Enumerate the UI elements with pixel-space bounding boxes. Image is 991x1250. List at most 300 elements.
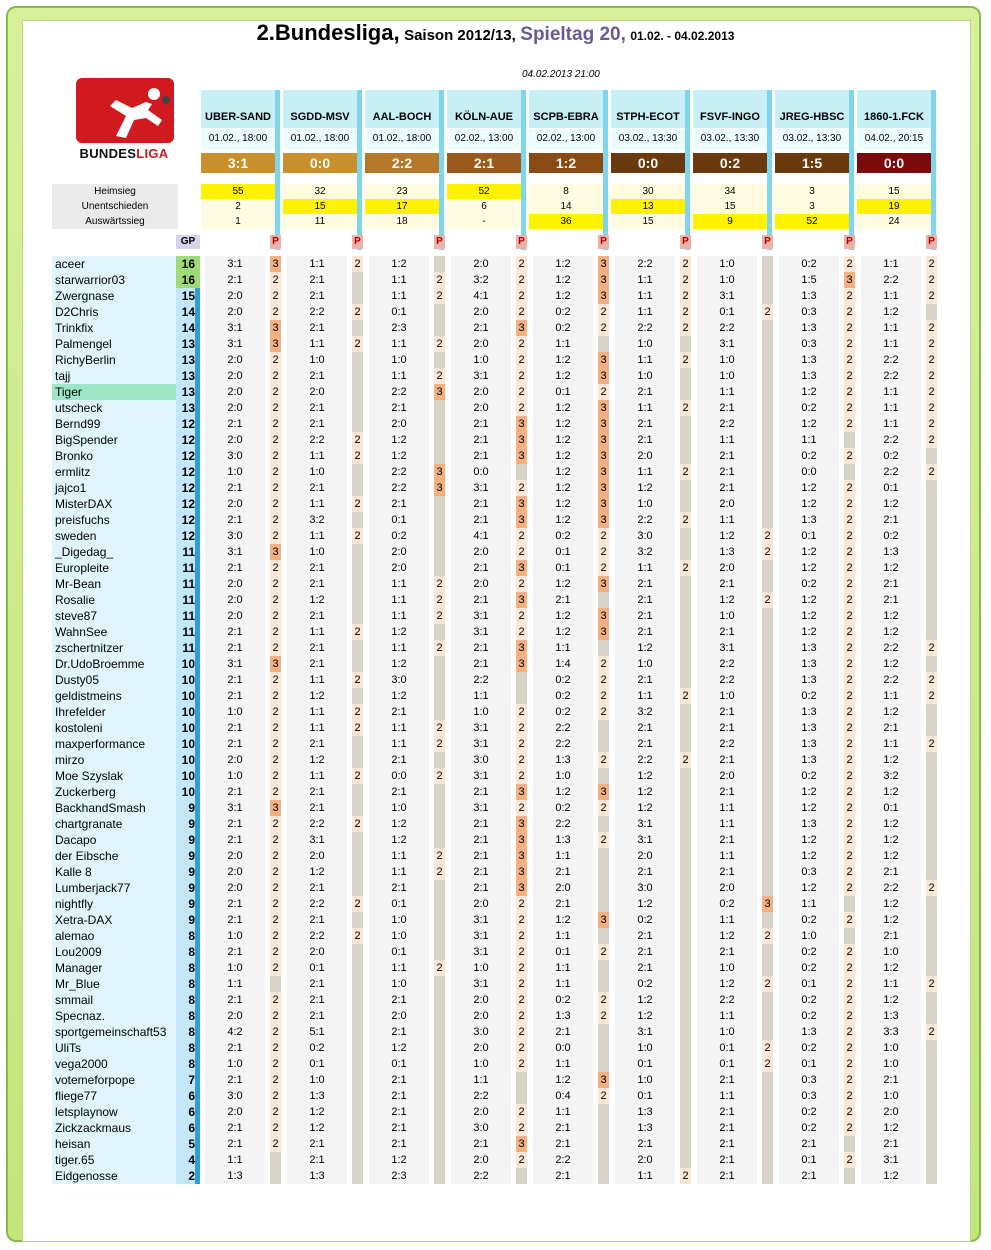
tip-cell: 1:2 [369, 688, 429, 704]
tip-cell: 1:2 [533, 288, 593, 304]
tip-points [762, 768, 773, 784]
tip-points [762, 1168, 773, 1184]
tip-points [926, 848, 937, 864]
tip-cell: 2:1 [615, 720, 675, 736]
tip-points [762, 1024, 773, 1040]
tip-cell: 0:2 [533, 688, 593, 704]
tip-cell: 1:5 [779, 272, 839, 288]
table-row [52, 784, 942, 800]
tip-cell: 0:2 [779, 576, 839, 592]
tip-points [434, 1088, 445, 1104]
tip-cell: 1:0 [369, 352, 429, 368]
odds-value: 30 [611, 184, 685, 199]
tip-points [762, 512, 773, 528]
tip-points [434, 1152, 445, 1168]
player-points: 12 [181, 529, 195, 543]
tip-cell: 1:1 [861, 736, 921, 752]
tip-cell: 2:1 [697, 704, 757, 720]
tip-points [352, 1040, 363, 1056]
tip-cell: 2:0 [369, 416, 429, 432]
table-row [52, 832, 942, 848]
tip-cell: 2:1 [861, 720, 921, 736]
tip-points: 2 [434, 736, 445, 752]
tip-cell: 0:2 [779, 768, 839, 784]
tip-cell: 0:2 [369, 528, 429, 544]
tip-cell: 2:0 [205, 352, 265, 368]
tip-cell: 3:3 [861, 1024, 921, 1040]
tip-cell: 2:2 [369, 464, 429, 480]
tip-cell: 2:1 [287, 880, 347, 896]
tip-points: 2 [352, 448, 363, 464]
tip-points [926, 864, 937, 880]
tip-points: 3 [516, 592, 527, 608]
tip-cell: 2:1 [451, 320, 511, 336]
tip-cell: 2:0 [451, 1008, 511, 1024]
match-score: 3:1 [201, 153, 275, 173]
tip-cell: 0:1 [615, 1088, 675, 1104]
tip-cell: 1:3 [861, 1008, 921, 1024]
tip-points [516, 672, 527, 688]
tip-points: 2 [844, 288, 855, 304]
tip-points [680, 960, 691, 976]
table-row [52, 320, 942, 336]
tip-points: 2 [434, 608, 445, 624]
tip-cell: 1:2 [861, 608, 921, 624]
tip-points [926, 912, 937, 928]
tip-cell: 1:2 [861, 560, 921, 576]
match-score: 0:0 [283, 153, 357, 173]
tip-cell: 2:1 [205, 480, 265, 496]
table-row [52, 736, 942, 752]
tip-points [926, 304, 937, 320]
table-row [52, 464, 942, 480]
tip-cell: 1:2 [861, 496, 921, 512]
tip-cell: 1:0 [697, 368, 757, 384]
tip-cell: 3:0 [205, 448, 265, 464]
tip-cell: 3:2 [451, 272, 511, 288]
tip-cell: 1:1 [369, 576, 429, 592]
tip-cell: 3:2 [861, 768, 921, 784]
tip-cell: 1:1 [369, 848, 429, 864]
tip-cell: 2:1 [697, 464, 757, 480]
tip-points [680, 992, 691, 1008]
tip-cell: 2:2 [451, 1168, 511, 1184]
match-score: 2:1 [447, 153, 521, 173]
tip-points: 2 [844, 448, 855, 464]
tip-cell: 2:0 [205, 400, 265, 416]
player-name: tajj [52, 368, 176, 384]
tip-points [762, 256, 773, 272]
tip-points [762, 320, 773, 336]
tip-cell: 2:1 [615, 432, 675, 448]
player-name: smmail [52, 992, 176, 1008]
tip-points: 2 [598, 992, 609, 1008]
tip-points: 2 [270, 592, 281, 608]
player-points: 9 [188, 849, 195, 863]
tip-points [352, 560, 363, 576]
tip-cell: 2:0 [205, 1008, 265, 1024]
tip-points: 2 [270, 400, 281, 416]
tip-cell: 1:0 [615, 1040, 675, 1056]
tip-cell: 3:1 [451, 368, 511, 384]
player-points: 9 [188, 881, 195, 895]
tip-cell: 0:2 [615, 976, 675, 992]
tip-points [844, 1136, 855, 1152]
tip-points [680, 704, 691, 720]
tip-points: 2 [516, 960, 527, 976]
player-points: 10 [181, 753, 195, 767]
points-header-8: P [844, 235, 855, 249]
player-name: geldistmeins [52, 688, 176, 704]
match-name: SGDD-MSV [283, 90, 357, 128]
tip-points: 2 [352, 928, 363, 944]
tip-cell: 2:1 [861, 592, 921, 608]
tip-points [762, 992, 773, 1008]
tip-points [844, 432, 855, 448]
tip-points [434, 704, 445, 720]
tip-cell: 1:0 [205, 768, 265, 784]
tip-points [762, 496, 773, 512]
tip-cell: 2:1 [533, 1024, 593, 1040]
tip-points [352, 960, 363, 976]
tip-cell: 0:1 [779, 976, 839, 992]
tip-cell: 2:0 [451, 304, 511, 320]
tip-cell: 2:1 [369, 400, 429, 416]
tip-points [926, 960, 937, 976]
tip-cell: 2:2 [451, 1088, 511, 1104]
player-name: Specnaz. [52, 1008, 176, 1024]
table-row [52, 512, 942, 528]
table-row [52, 352, 942, 368]
tip-points [598, 976, 609, 992]
tip-cell: 1:1 [861, 336, 921, 352]
tip-points [926, 592, 937, 608]
tip-cell: 2:1 [205, 672, 265, 688]
tip-points [516, 1072, 527, 1088]
tip-cell: 2:2 [861, 672, 921, 688]
tip-points: 2 [680, 256, 691, 272]
player-points: 12 [181, 465, 195, 479]
tip-points [762, 720, 773, 736]
tip-cell: 3:2 [615, 544, 675, 560]
player-points: 9 [188, 913, 195, 927]
tip-cell: 2:2 [697, 736, 757, 752]
tip-cell: 1:1 [615, 272, 675, 288]
tip-points [762, 688, 773, 704]
player-name: Europleite [52, 560, 176, 576]
table-row [52, 432, 942, 448]
tip-points [352, 352, 363, 368]
tip-points: 3 [598, 576, 609, 592]
table-row [52, 912, 942, 928]
tip-points [680, 608, 691, 624]
tip-cell: 1:2 [779, 624, 839, 640]
match-header-9 [857, 90, 931, 173]
tip-points: 2 [352, 304, 363, 320]
match-side-bar [931, 90, 936, 250]
match-header-8 [775, 90, 849, 173]
tip-cell: 2:1 [697, 784, 757, 800]
tip-points [762, 912, 773, 928]
points-header-5: P [598, 235, 609, 249]
tip-points [598, 880, 609, 896]
match-side-bar [767, 90, 772, 250]
tip-points: 2 [844, 560, 855, 576]
player-points: 9 [188, 833, 195, 847]
tip-cell: 2:1 [287, 992, 347, 1008]
tip-points: 2 [516, 272, 527, 288]
tip-cell: 2:1 [615, 384, 675, 400]
tip-cell: 2:1 [287, 400, 347, 416]
tip-points [844, 1168, 855, 1184]
tip-points [680, 528, 691, 544]
player-name: utscheck [52, 400, 176, 416]
tip-points [680, 368, 691, 384]
tip-points [680, 1040, 691, 1056]
tip-cell: 1:3 [779, 672, 839, 688]
tip-cell: 2:1 [287, 272, 347, 288]
tip-points [598, 1104, 609, 1120]
odds-value: - [447, 214, 521, 229]
tip-points: 2 [270, 1120, 281, 1136]
tip-points [926, 528, 937, 544]
tip-points [680, 1088, 691, 1104]
tip-cell: 1:0 [861, 1040, 921, 1056]
tip-cell: 2:2 [697, 656, 757, 672]
points-header-1: P [270, 235, 281, 249]
tip-cell: 1:2 [779, 832, 839, 848]
player-points: 10 [181, 785, 195, 799]
tip-cell: 3:1 [287, 832, 347, 848]
tip-points [352, 384, 363, 400]
tip-points [434, 1136, 445, 1152]
tip-points [598, 1152, 609, 1168]
table-row [52, 528, 942, 544]
tip-cell: 3:1 [451, 768, 511, 784]
tip-cell: 2:1 [861, 1136, 921, 1152]
table-row [52, 368, 942, 384]
tip-cell: 2:1 [861, 1072, 921, 1088]
tip-cell: 2:1 [861, 576, 921, 592]
tip-cell: 2:3 [369, 320, 429, 336]
tip-cell: 0:1 [533, 944, 593, 960]
tip-points: 2 [270, 576, 281, 592]
tip-points [680, 880, 691, 896]
tip-points: 2 [844, 880, 855, 896]
tip-cell: 2:0 [205, 288, 265, 304]
tip-points: 2 [516, 800, 527, 816]
player-name: Lou2009 [52, 944, 176, 960]
tip-points [762, 480, 773, 496]
tip-points [926, 608, 937, 624]
tip-cell: 3:1 [205, 544, 265, 560]
tip-points: 3 [516, 560, 527, 576]
tip-points [762, 1136, 773, 1152]
tip-points [434, 432, 445, 448]
tip-points: 2 [926, 256, 937, 272]
table-row [52, 640, 942, 656]
tip-cell: 1:1 [861, 288, 921, 304]
tip-points: 2 [598, 656, 609, 672]
tip-points: 3 [598, 480, 609, 496]
tip-cell: 2:1 [451, 880, 511, 896]
player-name: D2Chris [52, 304, 176, 320]
tip-points [762, 672, 773, 688]
tip-points: 2 [598, 800, 609, 816]
tip-points [926, 1088, 937, 1104]
tip-cell: 1:1 [697, 912, 757, 928]
tip-cell: 2:1 [205, 640, 265, 656]
tip-cell: 0:0 [451, 464, 511, 480]
odds-value: 6 [447, 199, 521, 214]
tip-points: 2 [270, 480, 281, 496]
tip-points: 2 [844, 864, 855, 880]
tip-cell: 2:2 [697, 416, 757, 432]
tip-cell: 1:1 [697, 384, 757, 400]
tip-points [434, 416, 445, 432]
tip-points [680, 1072, 691, 1088]
tip-cell: 2:1 [205, 1120, 265, 1136]
player-points: 11 [182, 545, 195, 559]
tip-points [434, 832, 445, 848]
tip-cell: 2:1 [615, 624, 675, 640]
player-points: 10 [181, 721, 195, 735]
tip-points [434, 880, 445, 896]
tip-points: 2 [516, 768, 527, 784]
tip-points [352, 912, 363, 928]
tip-points: 2 [270, 736, 281, 752]
tip-cell: 2:1 [697, 720, 757, 736]
tip-cell: 1:0 [615, 336, 675, 352]
tip-cell: 3:1 [451, 736, 511, 752]
tip-cell: 2:1 [287, 368, 347, 384]
player-points: 11 [182, 577, 195, 591]
page-title [0, 20, 991, 46]
tip-points [352, 1088, 363, 1104]
tip-points: 2 [516, 1056, 527, 1072]
odds-value: 34 [693, 184, 767, 199]
player-name: heisan [52, 1136, 176, 1152]
tip-points: 3 [598, 352, 609, 368]
tip-cell: 2:1 [287, 288, 347, 304]
tip-cell: 1:3 [779, 368, 839, 384]
tip-cell: 2:1 [205, 816, 265, 832]
tip-cell: 1:2 [615, 992, 675, 1008]
tip-cell: 2:1 [369, 1072, 429, 1088]
tip-points [762, 448, 773, 464]
tip-points: 2 [270, 928, 281, 944]
tip-cell: 2:1 [205, 992, 265, 1008]
tip-points: 2 [598, 320, 609, 336]
tip-cell: 1:1 [287, 720, 347, 736]
tip-points [762, 1072, 773, 1088]
match-name: AAL-BOCH [365, 90, 439, 128]
tip-cell: 1:0 [287, 352, 347, 368]
tip-cell: 1:2 [861, 784, 921, 800]
tip-cell: 1:2 [861, 704, 921, 720]
tip-cell: 1:1 [861, 384, 921, 400]
tip-cell: 1:2 [697, 928, 757, 944]
tip-points: 2 [516, 912, 527, 928]
tip-points: 2 [270, 960, 281, 976]
tip-cell: 0:1 [697, 1056, 757, 1072]
tip-points: 2 [598, 528, 609, 544]
tip-points [434, 320, 445, 336]
tip-cell: 2:0 [451, 544, 511, 560]
player-name: UliTs [52, 1040, 176, 1056]
tip-cell: 3:0 [205, 1088, 265, 1104]
tip-points [434, 1168, 445, 1184]
tip-cell: 1:2 [861, 624, 921, 640]
tip-cell: 3:1 [451, 976, 511, 992]
tip-points [270, 1168, 281, 1184]
player-silhouette-icon [76, 78, 174, 143]
tip-points [352, 1104, 363, 1120]
tip-cell: 0:2 [779, 912, 839, 928]
tip-points: 2 [270, 496, 281, 512]
player-points: 12 [181, 481, 195, 495]
tip-points [926, 1056, 937, 1072]
tip-points: 2 [844, 960, 855, 976]
tip-points: 2 [844, 1056, 855, 1072]
table-row [52, 848, 942, 864]
tip-points [926, 720, 937, 736]
tip-cell: 3:1 [615, 816, 675, 832]
match-date: 02.02., 13:00 [529, 128, 603, 149]
tip-cell: 2:0 [287, 384, 347, 400]
tip-cell: 2:2 [861, 368, 921, 384]
tip-points: 2 [926, 464, 937, 480]
table-row [52, 1168, 942, 1184]
tip-cell: 2:0 [451, 1040, 511, 1056]
tip-points: 2 [762, 528, 773, 544]
tip-cell: 1:1 [861, 416, 921, 432]
tip-cell: 1:2 [533, 480, 593, 496]
match-score: 2:2 [365, 153, 439, 173]
tip-points: 2 [844, 800, 855, 816]
tip-cell: 1:2 [697, 976, 757, 992]
player-name: mirzo [52, 752, 176, 768]
tip-cell: 1:2 [369, 448, 429, 464]
tip-points: 2 [598, 384, 609, 400]
tip-cell: 2:1 [369, 496, 429, 512]
tip-points [434, 672, 445, 688]
match-name: STPH-ECOT [611, 90, 685, 128]
tip-cell: 1:1 [369, 864, 429, 880]
tip-points [680, 576, 691, 592]
tip-points: 2 [270, 688, 281, 704]
tip-points [516, 688, 527, 704]
player-name: ermlitz [52, 464, 176, 480]
tip-cell: 1:2 [369, 832, 429, 848]
tip-cell: 0:2 [779, 992, 839, 1008]
tip-cell: 0:3 [779, 1088, 839, 1104]
tip-points [598, 928, 609, 944]
match-name: FSVF-INGO [693, 90, 767, 128]
tip-cell: 3:1 [615, 832, 675, 848]
tip-points: 2 [844, 752, 855, 768]
tip-cell: 1:3 [779, 320, 839, 336]
tip-points: 2 [598, 304, 609, 320]
tip-points: 2 [598, 544, 609, 560]
tip-cell: 1:3 [533, 752, 593, 768]
title-spieltag: Spieltag 20, [520, 24, 626, 45]
tip-cell: 2:2 [287, 432, 347, 448]
tip-points [926, 1168, 937, 1184]
tip-points [762, 560, 773, 576]
tip-points: 3 [516, 656, 527, 672]
tip-cell: 1:2 [287, 864, 347, 880]
